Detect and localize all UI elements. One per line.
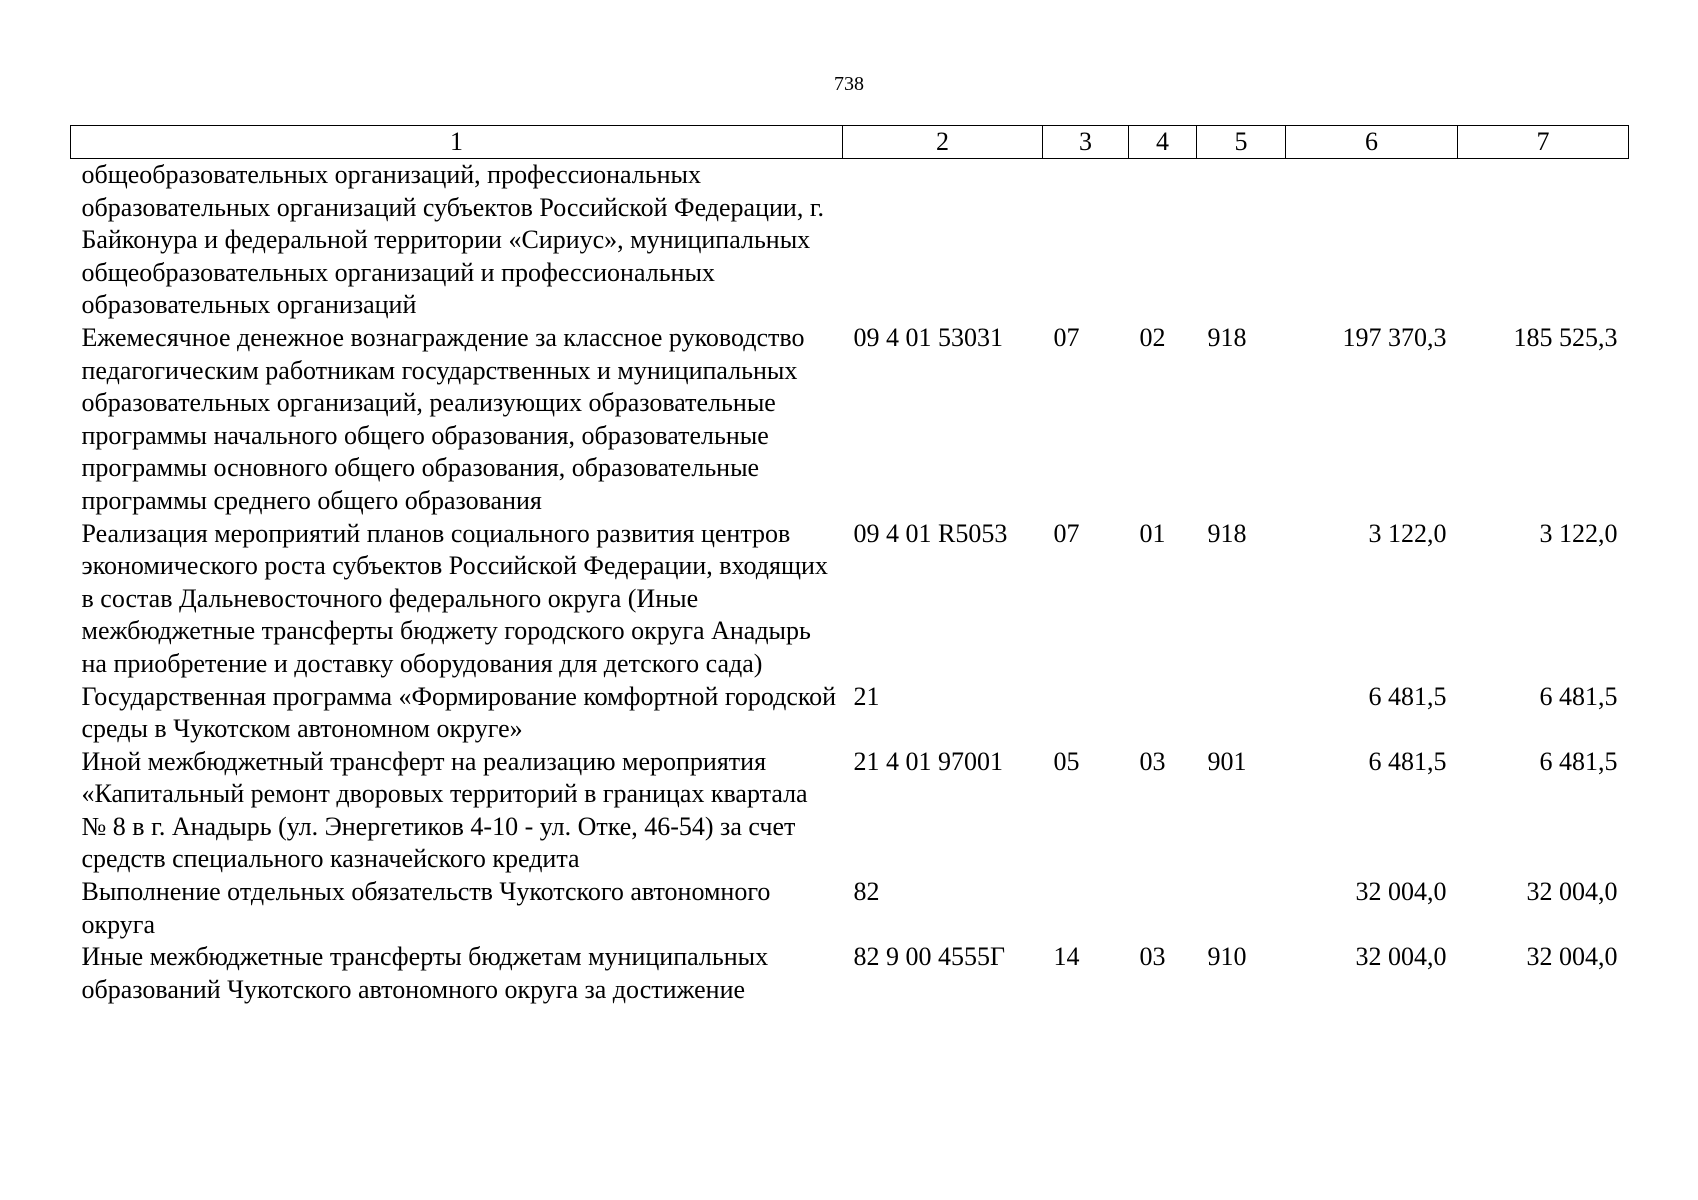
row-amount-1 bbox=[1286, 159, 1458, 322]
row-section bbox=[1043, 681, 1129, 746]
column-header-6: 6 bbox=[1286, 126, 1458, 159]
row-name: Реализация мероприятий планов социального развития центров экономического роста субъектов Российской Федерации, входящих в состав Дальневосточного федерального округа (Иные межбюджетные трансферты бюджету городского округа Анадырь на приобретение и доставку оборудования для детского сада) bbox=[81, 518, 828, 678]
row-target-code: 21 4 01 97001 bbox=[853, 746, 1003, 776]
row-subsection: 03 bbox=[1139, 942, 1166, 972]
row-name: Выполнение отдельных обязательств Чукотского автономного округа bbox=[81, 877, 771, 939]
table-header-row bbox=[71, 126, 1629, 159]
row-amount-1: 32 004,0 bbox=[1355, 942, 1447, 972]
table-row bbox=[71, 746, 1629, 876]
row-section bbox=[1043, 159, 1129, 322]
row-expense-type: 918 bbox=[1207, 518, 1247, 548]
row-amount-2: 3 122,0 bbox=[1539, 518, 1618, 548]
page-number: 738 bbox=[834, 73, 864, 95]
row-expense-type bbox=[1197, 681, 1286, 746]
row-subsection bbox=[1129, 876, 1197, 941]
row-amount-2: 185 525,3 bbox=[1513, 322, 1618, 352]
row-section: 07 bbox=[1053, 322, 1080, 352]
row-target-code bbox=[843, 159, 1043, 322]
table-row bbox=[71, 159, 1629, 322]
row-amount-1: 32 004,0 bbox=[1355, 877, 1447, 907]
row-amount-1: 3 122,0 bbox=[1368, 518, 1447, 548]
row-section: 14 bbox=[1053, 942, 1080, 972]
row-target-code: 09 4 01 R5053 bbox=[853, 518, 1008, 548]
row-subsection: 02 bbox=[1139, 322, 1166, 352]
row-amount-2: 6 481,5 bbox=[1539, 681, 1618, 711]
row-expense-type: 918 bbox=[1207, 322, 1247, 352]
row-amount-1: 197 370,3 bbox=[1342, 322, 1447, 352]
column-header-7: 7 bbox=[1458, 126, 1629, 159]
row-subsection bbox=[1129, 159, 1197, 322]
row-section: 07 bbox=[1053, 518, 1080, 548]
row-name: Иной межбюджетный трансферт на реализацию мероприятия «Капитальный ремонт дворовых территорий в границах квартала № 8 в г. Анадырь (ул. Энергетиков 4-10 - ул. Отке, 46-54) за счет средств специального казначейского кредита bbox=[81, 746, 808, 874]
row-expense-type: 901 bbox=[1207, 746, 1247, 776]
column-header-3: 3 bbox=[1043, 126, 1129, 159]
row-expense-type bbox=[1197, 159, 1286, 322]
column-header-5: 5 bbox=[1197, 126, 1286, 159]
row-section bbox=[1043, 876, 1129, 941]
row-amount-2: 32 004,0 bbox=[1526, 942, 1618, 972]
column-header-1: 1 bbox=[71, 126, 843, 159]
row-name: Государственная программа «Формирование комфортной городской среды в Чукотском автономном округе» bbox=[81, 681, 837, 744]
row-target-code: 82 9 00 4555Г bbox=[853, 942, 1006, 972]
row-amount-2: 32 004,0 bbox=[1526, 877, 1618, 907]
row-subsection: 01 bbox=[1139, 518, 1166, 548]
table-row bbox=[71, 876, 1629, 941]
table-row bbox=[71, 322, 1629, 518]
table-row bbox=[71, 681, 1629, 746]
row-amount-2: 6 481,5 bbox=[1539, 746, 1618, 776]
row-amount-1: 6 481,5 bbox=[1368, 681, 1447, 711]
row-name: Иные межбюджетные трансферты бюджетам муниципальных образований Чукотского автономного округа за достижение bbox=[81, 942, 769, 1004]
row-name: общеобразовательных организаций, профессиональных образовательных организаций субъектов Российской Федерации, г. Байконура и федеральной территории «Сириус», муниципальных общеобразовательных организаций и профессиональных образовательных организаций bbox=[81, 160, 825, 320]
row-target-code: 82 bbox=[853, 877, 880, 907]
row-name: Ежемесячное денежное вознаграждение за классное руководство педагогическим работникам государственных и муниципальных образовательных организаций, реализующих образовательные программы начального общего образования, образовательные программы основного общего образования, образовательные программы среднего общего образования bbox=[81, 322, 805, 515]
column-header-2: 2 bbox=[843, 126, 1043, 159]
row-amount-1: 6 481,5 bbox=[1368, 746, 1447, 776]
table-row bbox=[71, 941, 1629, 1006]
table-row bbox=[71, 518, 1629, 681]
row-subsection: 03 bbox=[1139, 746, 1166, 776]
row-subsection bbox=[1129, 681, 1197, 746]
row-target-code: 21 bbox=[853, 681, 880, 711]
row-expense-type bbox=[1197, 876, 1286, 941]
row-amount-2 bbox=[1458, 159, 1629, 322]
column-header-4: 4 bbox=[1129, 126, 1197, 159]
row-expense-type: 910 bbox=[1207, 942, 1247, 972]
row-section: 05 bbox=[1053, 746, 1080, 776]
budget-table bbox=[70, 125, 1629, 1006]
row-target-code: 09 4 01 53031 bbox=[853, 322, 1003, 352]
